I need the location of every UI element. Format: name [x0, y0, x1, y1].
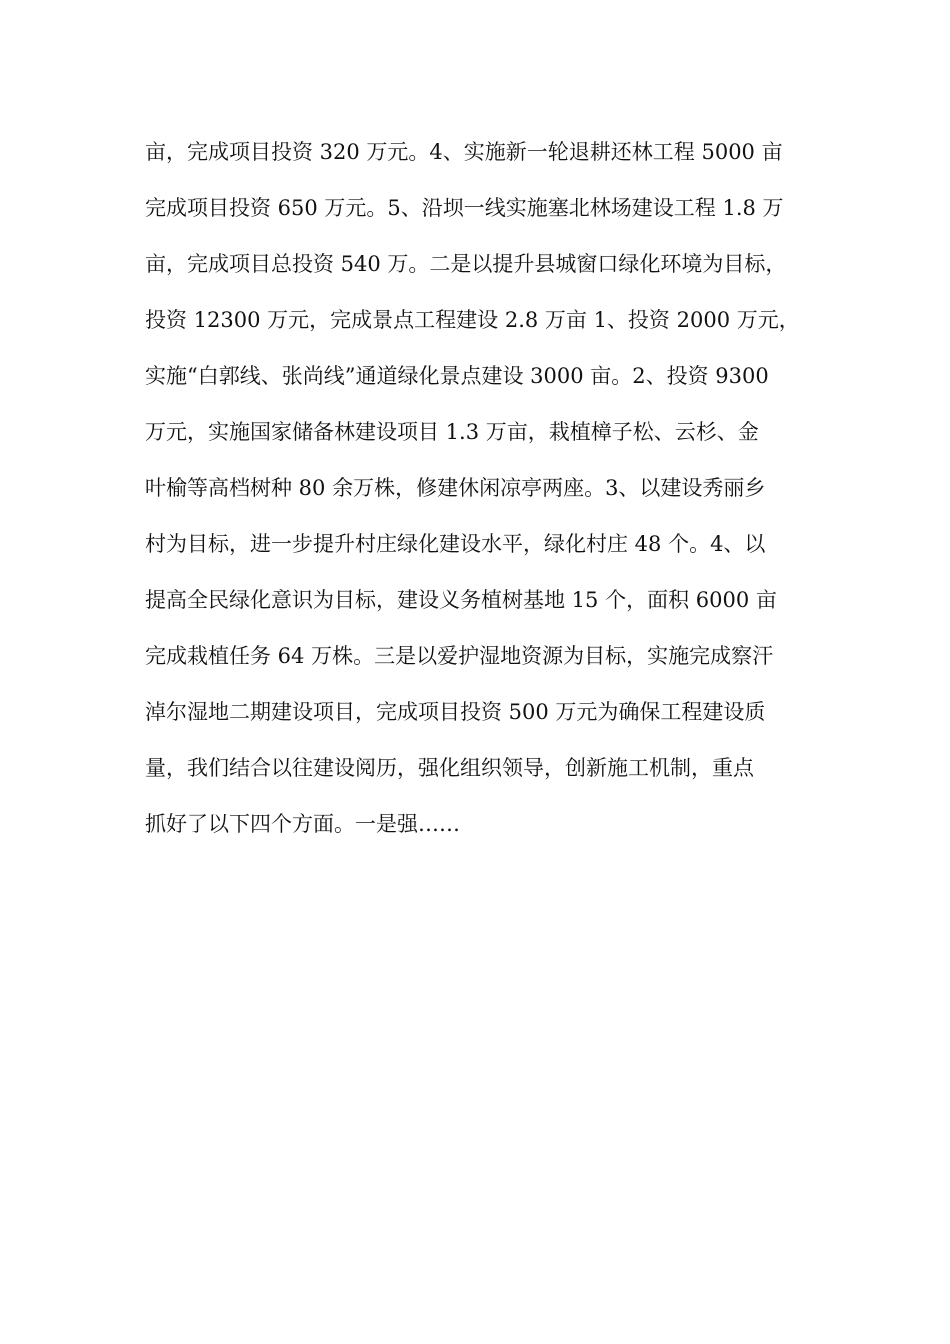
- text-line: 实施“白郭线、张尚线”通道绿化景点建设 3000 亩。2、投资 9300: [145, 364, 769, 388]
- body-text: [145, 130, 845, 858]
- text-line: 提高全民绿化意识为目标，建设义务植树基地 15 个，面积 6000 亩: [145, 588, 777, 612]
- text-line: 亩，完成项目投资 320 万元。4、实施新一轮退耕还林工程 5000 亩: [145, 140, 783, 164]
- text-line: 村为目标，进一步提升村庄绿化建设水平，绿化村庄 48 个。4、以: [145, 532, 766, 556]
- text-line: 量，我们结合以往建设阅历，强化组织领导，创新施工机制，重点: [145, 756, 754, 780]
- text-line: 亩，完成项目总投资 540 万。二是以提升县城窗口绿化环境为目标，: [145, 252, 787, 276]
- text-line: 抓好了以下四个方面。一是强……: [145, 812, 460, 836]
- text-line: 万元，实施国家储备林建设项目 1.3 万亩，栽植樟子松、云杉、金: [145, 420, 759, 444]
- text-line: 淖尔湿地二期建设项目，完成项目投资 500 万元为确保工程建设质: [145, 700, 766, 724]
- text-line: 投资 12300 万元，完成景点工程建设 2.8 万亩 1、投资 2000 万元，: [145, 308, 800, 332]
- text-line: 完成栽植任务 64 万株。三是以爱护湿地资源为目标，实施完成察汗: [145, 644, 774, 668]
- text-line: 叶榆等高档树种 80 余万株，修建休闲凉亭两座。3、以建设秀丽乡: [145, 476, 766, 500]
- text-line: 完成项目投资 650 万元。5、沿坝一线实施塞北林场建设工程 1.8 万: [145, 196, 784, 220]
